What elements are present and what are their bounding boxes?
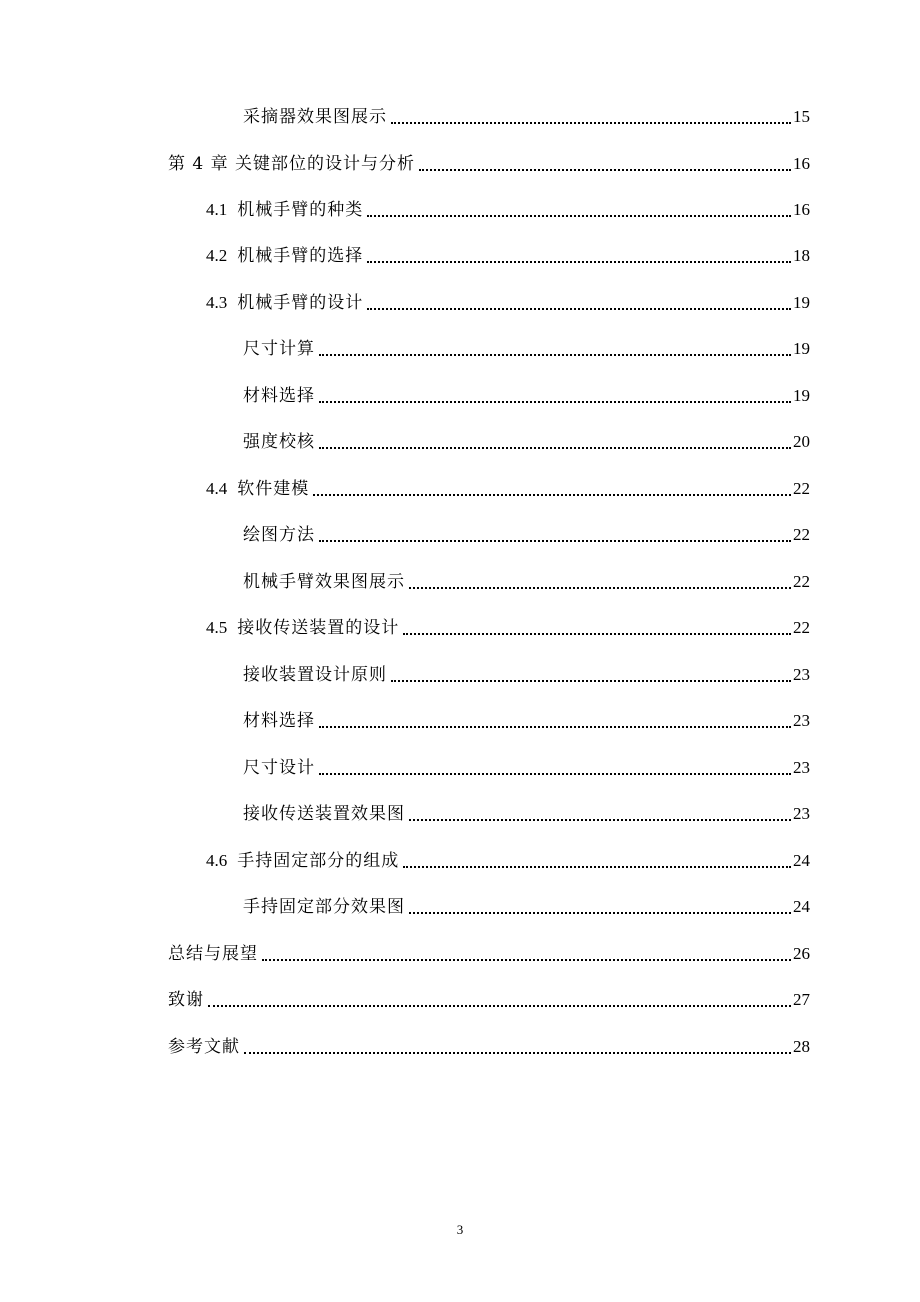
toc-entry-title: 机械手臂效果图展示 [243, 572, 405, 592]
toc-entry-title: 采摘器效果图展示 [243, 107, 387, 127]
toc-page-number: 23 [793, 665, 810, 684]
toc-leader-dots [319, 350, 791, 356]
toc-page-number: 20 [793, 432, 810, 451]
toc-entry-title: 机械手臂的种类 [237, 200, 364, 220]
toc-leader-dots [419, 165, 791, 171]
toc-entry-title: 总结与展望 [168, 944, 258, 964]
toc-leader-dots [319, 769, 791, 775]
toc-leader-dots [319, 536, 791, 542]
toc-entry-title: 绘图方法 [243, 525, 315, 545]
toc-page-number: 18 [793, 246, 810, 265]
toc-entry-title: 接收传送装置的设计 [237, 618, 400, 638]
toc-entry[interactable] [206, 611, 810, 639]
toc-page-number: 16 [793, 200, 810, 219]
toc-entry-title: 第 4 章 关键部位的设计与分析 [168, 154, 416, 174]
toc-entry[interactable] [206, 844, 810, 872]
toc-entry[interactable] [168, 147, 810, 175]
toc-page-number: 22 [793, 479, 810, 498]
toc-entry-title: 机械手臂的选择 [237, 246, 364, 266]
toc-section-number: 4.3 [206, 293, 228, 312]
toc-leader-dots [319, 722, 791, 728]
toc-leader-dots [367, 304, 791, 310]
toc-entry-title: 材料选择 [243, 386, 315, 406]
toc-leader-dots [403, 629, 791, 635]
toc-entry[interactable] [206, 239, 810, 267]
toc-leader-dots [319, 397, 791, 403]
toc-entry-title: 强度校核 [243, 432, 315, 452]
toc-page-number: 27 [793, 990, 810, 1009]
toc-leader-dots [391, 118, 791, 124]
toc-leader-dots [367, 257, 791, 263]
toc-entry[interactable] [243, 890, 810, 918]
toc-entry[interactable] [243, 797, 810, 825]
toc-leader-dots [244, 1048, 791, 1054]
toc-entry-title: 尺寸设计 [243, 758, 315, 778]
toc-entry[interactable] [243, 332, 810, 360]
toc-page-number: 23 [793, 758, 810, 777]
toc-entry[interactable] [168, 983, 810, 1011]
toc-entry[interactable] [168, 937, 810, 965]
toc-section-number: 4.5 [206, 618, 228, 637]
toc-entry[interactable] [243, 100, 810, 128]
toc-leader-dots [319, 443, 791, 449]
toc-entry[interactable] [243, 658, 810, 686]
toc-entry-title: 接收装置设计原则 [243, 665, 387, 685]
toc-entry[interactable] [206, 286, 810, 314]
toc-page-number: 28 [793, 1037, 810, 1056]
toc-entry[interactable] [243, 425, 810, 453]
toc-page-number: 24 [793, 897, 810, 916]
toc-entry[interactable] [243, 704, 810, 732]
toc-page-number: 19 [793, 293, 810, 312]
toc-page-number: 16 [793, 154, 810, 173]
toc-section-number: 4.1 [206, 200, 228, 219]
toc-leader-dots [409, 583, 791, 589]
toc-page-number: 15 [793, 107, 810, 126]
toc-entry[interactable] [243, 751, 810, 779]
toc-leader-dots [367, 211, 791, 217]
toc-leader-dots [208, 1001, 791, 1007]
toc-entry[interactable] [206, 472, 810, 500]
toc-page-number: 19 [793, 339, 810, 358]
toc-page-number: 24 [793, 851, 810, 870]
toc-entry-title: 致谢 [168, 990, 204, 1010]
toc-entry[interactable] [243, 379, 810, 407]
toc-section-number: 4.6 [206, 851, 228, 870]
toc-leader-dots [409, 815, 791, 821]
toc-leader-dots [313, 490, 791, 496]
toc-page-number: 22 [793, 618, 810, 637]
toc-leader-dots [391, 676, 791, 682]
toc-entry-title: 手持固定部分的组成 [237, 851, 400, 871]
toc-entry[interactable] [168, 1030, 810, 1058]
toc-section-number: 4.4 [206, 479, 228, 498]
toc-entry-title: 尺寸计算 [243, 339, 315, 359]
toc-entry-title: 参考文献 [168, 1037, 240, 1057]
toc-page-number: 23 [793, 711, 810, 730]
toc-page-number: 23 [793, 804, 810, 823]
toc-leader-dots [409, 908, 791, 914]
toc-entry-title: 手持固定部分效果图 [243, 897, 405, 917]
toc-page-number: 26 [793, 944, 810, 963]
toc-leader-dots [262, 955, 791, 961]
toc-entry-title: 接收传送装置效果图 [243, 804, 405, 824]
page-number: 3 [456, 1222, 464, 1237]
toc-entry-title: 机械手臂的设计 [237, 293, 364, 313]
toc-entry[interactable] [243, 565, 810, 593]
toc-section-number: 4.2 [206, 246, 228, 265]
toc-page-number: 22 [793, 525, 810, 544]
toc-entry[interactable] [243, 518, 810, 546]
toc-entry[interactable] [206, 193, 810, 221]
toc-entry-title: 软件建模 [237, 479, 310, 499]
toc-leader-dots [403, 862, 791, 868]
toc-page-number: 22 [793, 572, 810, 591]
toc-page-number: 19 [793, 386, 810, 405]
toc-entry-title: 材料选择 [243, 711, 315, 731]
